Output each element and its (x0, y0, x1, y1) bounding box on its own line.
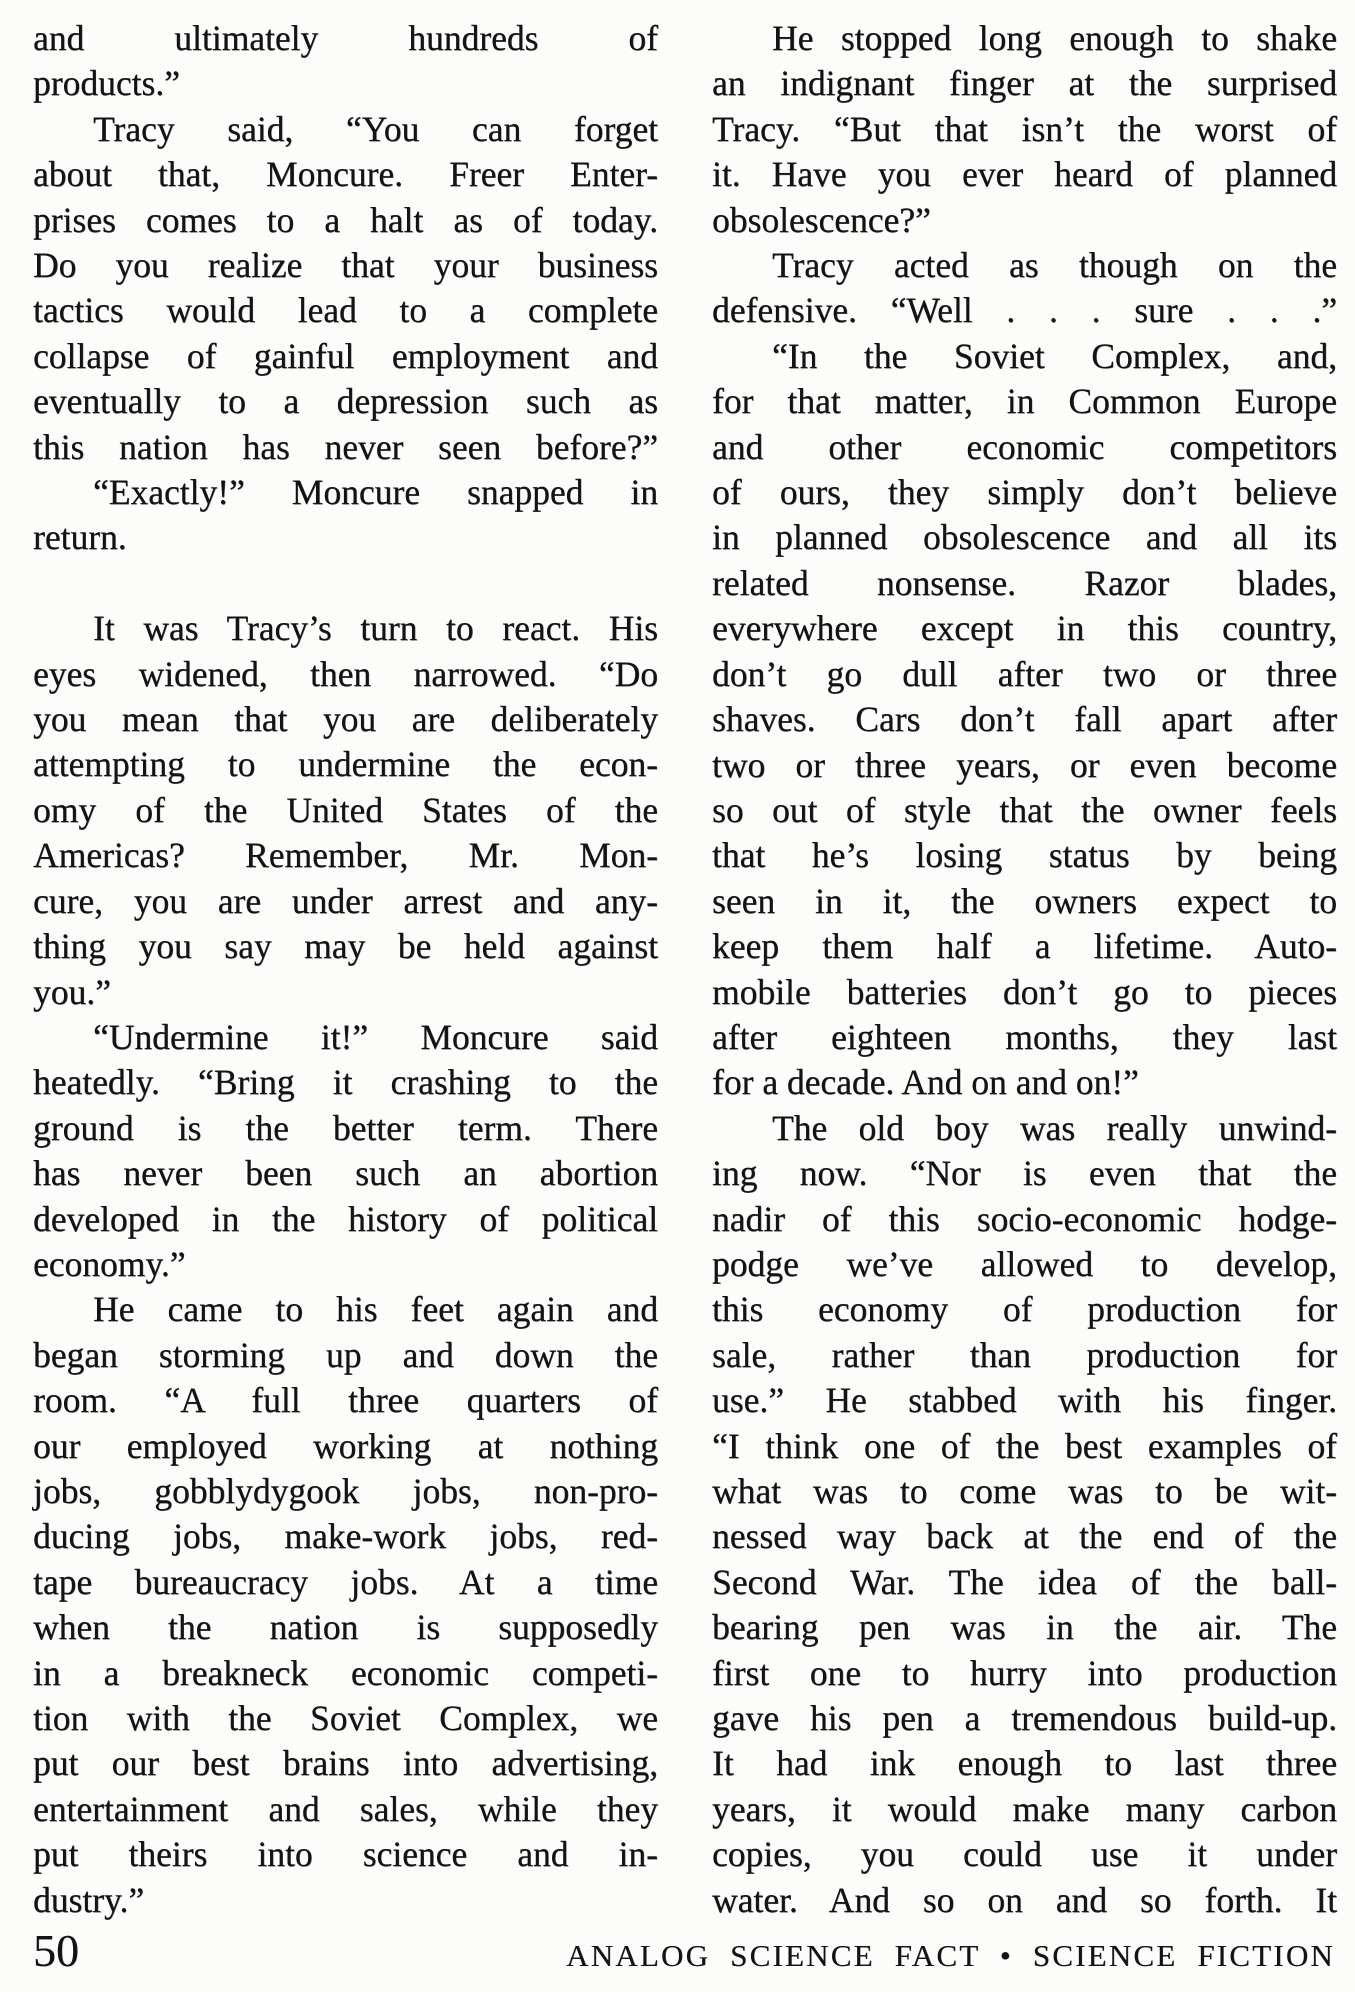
page-number: 50 (33, 1925, 79, 1976)
text-line: ducing jobs, make-work jobs, red- (33, 1516, 658, 1557)
left-text-column (33, 16, 658, 1923)
text-line: jobs, gobblydygook jobs, non-pro- (33, 1470, 658, 1511)
text-line: cure, you are under arrest and any- (33, 880, 658, 921)
text-line: for a decade. And on and on!” (712, 1062, 1139, 1103)
text-line: seen in it, the owners expect to (712, 880, 1337, 921)
text-line: sale, rather than production for (712, 1334, 1337, 1375)
paragraph (33, 16, 658, 107)
text-line: nessed way back at the end of the (712, 1516, 1337, 1557)
text-line: room. “A full three quarters of (33, 1380, 658, 1421)
paragraph (33, 107, 658, 470)
text-line: omy of the United States of the (33, 789, 658, 830)
text-line: it. Have you ever heard of planned (712, 154, 1337, 195)
text-line: “I think one of the best examples of (712, 1425, 1337, 1466)
text-line: He stopped long enough to shake (772, 18, 1337, 58)
text-line: collapse of gainful employment and (33, 335, 658, 376)
text-line: Tracy acted as though on the (772, 245, 1337, 286)
text-line: “In the Soviet Complex, and, (772, 335, 1337, 376)
running-title: ANALOG SCIENCE FACT • SCIENCE FICTION (566, 1938, 1335, 1973)
text-line: put theirs into science and in- (33, 1834, 658, 1875)
text-line: shaves. Cars don’t fall apart after (712, 699, 1337, 740)
text-line: nadir of this socio-economic hodge- (712, 1198, 1337, 1239)
page-footer (33, 1926, 1335, 1977)
text-line: began storming up and down the (33, 1334, 658, 1375)
text-line: after eighteen months, they last (712, 1016, 1337, 1057)
text-line: tactics would lead to a complete (33, 290, 658, 331)
text-line: attempting to undermine the econ- (33, 744, 658, 785)
text-line: The old boy was really unwind- (772, 1107, 1337, 1148)
text-line: developed in the history of political (33, 1198, 658, 1239)
text-line: put our best brains into advertising, (33, 1743, 658, 1784)
text-line: Tracy said, “You can forget (93, 108, 658, 149)
text-line: you.” (33, 971, 111, 1012)
text-line: prises comes to a halt as of today. (33, 199, 658, 240)
text-line: obsolescence?” (712, 199, 931, 240)
text-line: use.” He stabbed with his finger. (712, 1380, 1337, 1421)
text-line: products.” (33, 63, 180, 104)
text-line: ground is the better term. There (33, 1107, 658, 1148)
text-line: years, it would make many carbon (712, 1788, 1337, 1829)
text-line: so out of style that the owner feels (712, 789, 1337, 830)
text-line: He came to his feet again and (93, 1289, 658, 1330)
text-line: eventually to a depression such as (33, 381, 658, 422)
text-line: keep them half a lifetime. Auto- (712, 926, 1337, 967)
right-text-column (712, 16, 1337, 1923)
text-line: about that, Moncure. Freer Enter- (33, 154, 658, 195)
text-line: of ours, they simply don’t believe (712, 472, 1337, 513)
text-line: tape bureaucracy jobs. At a time (33, 1561, 658, 1602)
paragraph (712, 334, 1337, 1106)
text-line: dustry.” (33, 1879, 145, 1920)
text-line: an indignant finger at the surprised (712, 63, 1337, 104)
text-line: and other economic competitors (712, 426, 1337, 467)
text-line: in a breakneck economic competi- (33, 1652, 658, 1693)
paragraph (33, 470, 658, 561)
text-line: ing now. “Nor is even that the (712, 1153, 1337, 1194)
paragraph (33, 606, 658, 1015)
text-line: mobile batteries don’t go to pieces (712, 971, 1337, 1012)
text-line: Tracy. “But that isn’t the worst of (712, 108, 1337, 149)
paragraph (712, 16, 1337, 243)
text-line: “Exactly!” Moncure snapped in (93, 472, 658, 513)
text-line: bearing pen was in the air. The (712, 1607, 1337, 1648)
text-line: Second War. The idea of the ball- (712, 1561, 1337, 1602)
text-line: this economy of production for (712, 1289, 1337, 1330)
text-line: Do you realize that your business (33, 245, 658, 286)
text-line: “Undermine it!” Moncure said (93, 1016, 658, 1057)
text-line: what was to come was to be wit- (712, 1471, 1337, 1511)
text-line: economy.” (33, 1243, 186, 1284)
text-line: thing you say may be held against (33, 926, 658, 967)
text-line: related nonsense. Razor blades, (712, 562, 1337, 603)
text-line: in planned obsolescence and all its (712, 517, 1337, 558)
text-line: copies, you could use it under (712, 1834, 1337, 1875)
text-line: this nation has never seen before?” (33, 426, 658, 467)
text-line: that he’s losing status by being (712, 835, 1337, 876)
text-line: tion with the Soviet Complex, we (33, 1698, 658, 1739)
text-line: water. And so on and so forth. It (712, 1879, 1337, 1920)
text-line: don’t go dull after two or three (712, 653, 1337, 694)
text-line: has never been such an abortion (33, 1153, 658, 1194)
text-line: entertainment and sales, while they (33, 1788, 658, 1829)
text-line: for that matter, in Common Europe (712, 381, 1337, 422)
text-line: podge we’ve allowed to develop, (712, 1243, 1337, 1284)
text-line: you mean that you are deliberately (33, 699, 658, 740)
text-line: two or three years, or even become (712, 744, 1337, 785)
text-line: when the nation is supposedly (33, 1607, 658, 1648)
text-line: heatedly. “Bring it crashing to the (33, 1062, 658, 1103)
text-line: eyes widened, then narrowed. “Do (33, 653, 658, 694)
text-line: our employed working at nothing (33, 1425, 658, 1466)
text-line: Americas? Remember, Mr. Mon- (33, 835, 658, 876)
paragraph (712, 1106, 1337, 1923)
text-line: and ultimately hundreds of (33, 18, 658, 58)
text-line: It was Tracy’s turn to react. His (93, 608, 658, 649)
text-line: gave his pen a tremendous build-up. (712, 1698, 1337, 1739)
text-line: return. (33, 517, 127, 558)
text-line: It had ink enough to last three (712, 1743, 1337, 1784)
paragraph (712, 243, 1337, 334)
text-line: defensive. “Well . . . sure . . .” (712, 290, 1337, 331)
text-line: first one to hurry into production (712, 1652, 1337, 1693)
paragraph (33, 1287, 658, 1923)
text-line: everywhere except in this country, (712, 608, 1337, 649)
paragraph (33, 1015, 658, 1287)
